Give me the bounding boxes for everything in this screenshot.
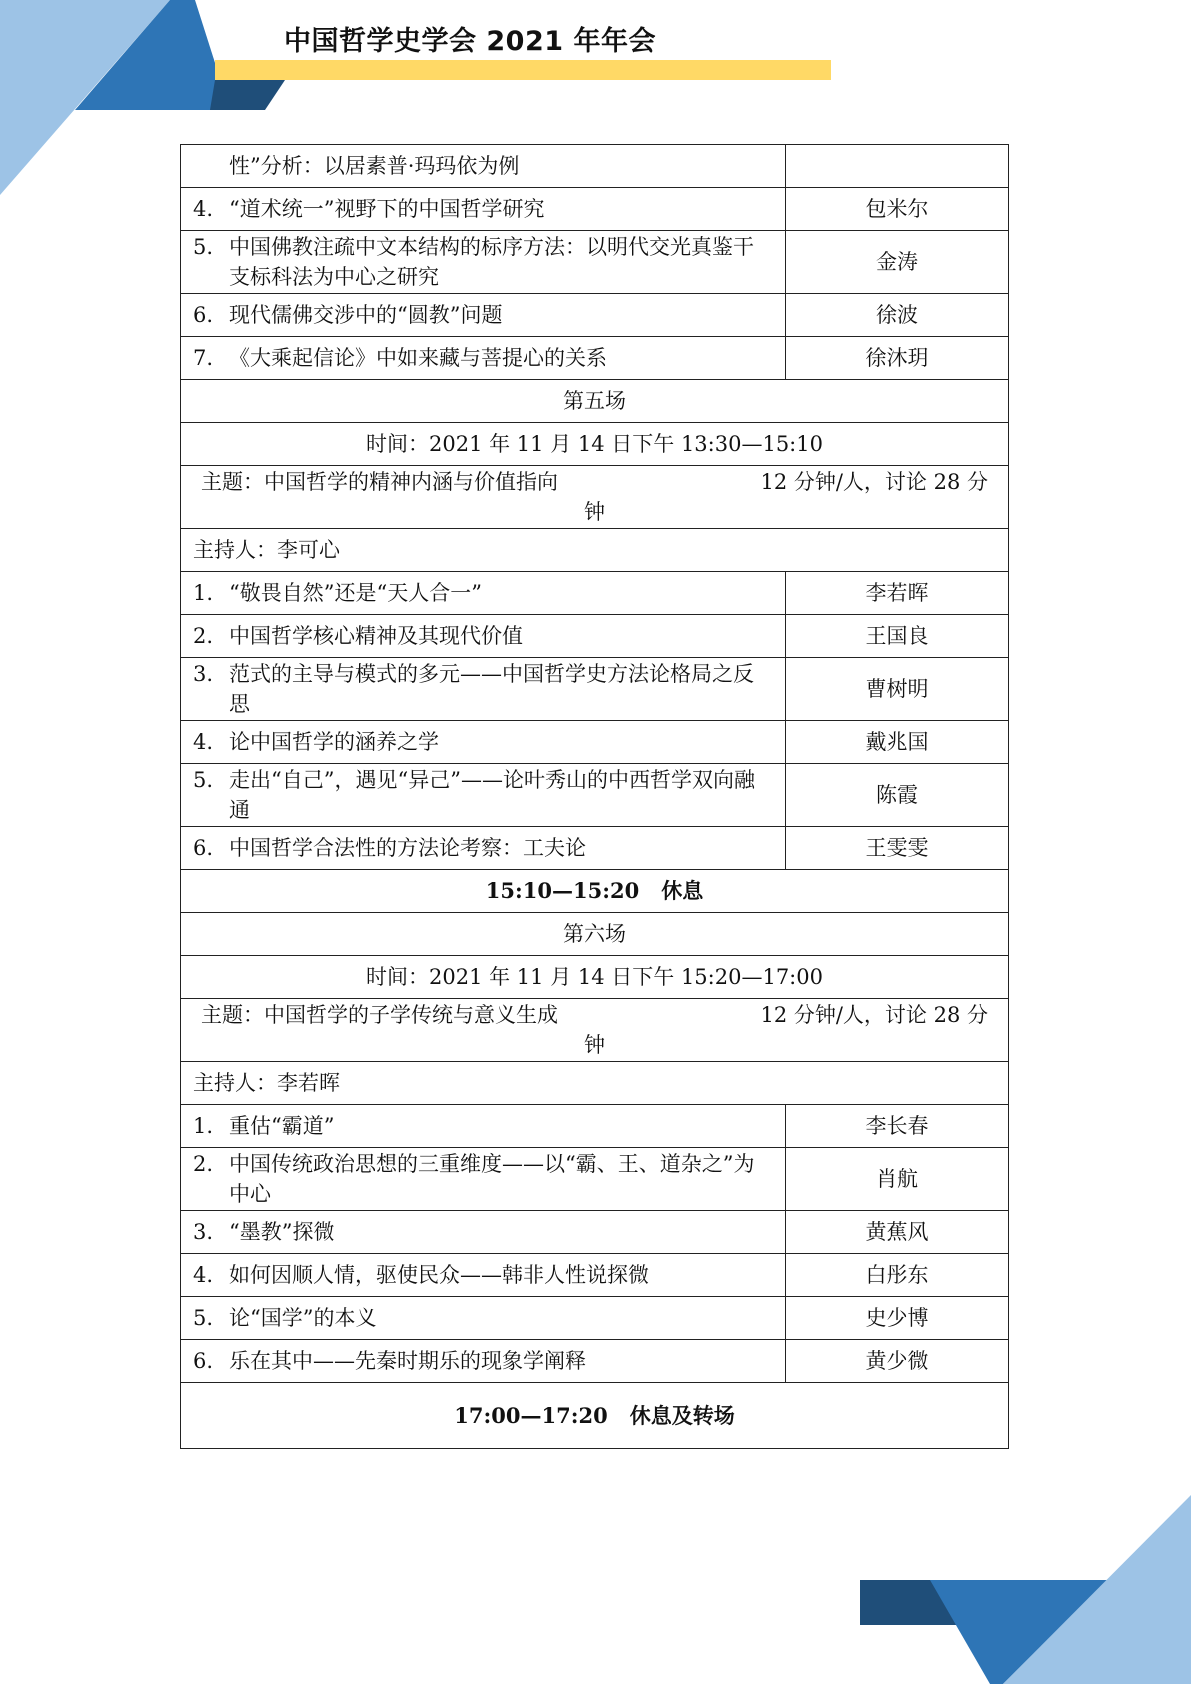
talk-title: “墨教”探微 [229,1220,335,1244]
talk-speaker: 曹树明 [786,658,1009,721]
talk-speaker: 肖航 [786,1148,1009,1211]
talk-speaker: 白彤东 [786,1254,1009,1297]
session-time: 时间：2021 年 11 月 14 日下午 13:30—15:10 [181,423,1009,466]
table-row [181,1148,1009,1211]
talk-title: 范式的主导与模式的多元——中国哲学史方法论格局之反思 [229,662,754,716]
talk-speaker: 史少博 [786,1297,1009,1340]
talk-title: 论“国学”的本义 [229,1306,377,1330]
talk-speaker: 戴兆国 [786,721,1009,764]
break-time: 17:00—17:20 [454,1402,608,1428]
talk-speaker: 王国良 [786,615,1009,658]
table-row [181,1340,1009,1383]
talk-number: 4. [193,730,214,754]
talk-number [193,151,229,181]
session-time-row [181,423,1009,466]
session-rule: 12 分钟/人，讨论 28 分 [760,470,988,494]
session-time-row [181,956,1009,999]
table-row [181,721,1009,764]
break-row [181,1383,1009,1449]
talk-number: 1. [193,581,214,605]
table-row [181,1297,1009,1340]
talk-title: 中国哲学核心精神及其现代价值 [229,624,523,648]
table-row [181,764,1009,827]
session-rule: 12 分钟/人，讨论 28 分 [760,1003,988,1027]
talk-number: 6. [193,303,214,327]
table-row [181,658,1009,721]
talk-number: 3. [193,1220,214,1244]
break-label: 休息及转场 [629,1402,735,1428]
session-host-row [181,1062,1009,1105]
session-host: 主持人：李可心 [181,529,1009,572]
talk-title: 《大乘起信论》中如来藏与菩提心的关系 [229,346,607,370]
break-time: 15:10—15:20 [485,878,640,903]
table-row [181,1211,1009,1254]
table-row [181,231,1009,294]
table-row [181,572,1009,615]
talk-title: 中国哲学合法性的方法论考察：工夫论 [229,836,586,860]
talk-speaker: 金涛 [786,231,1009,294]
talk-title: 现代儒佛交涉中的“圆教”问题 [229,303,503,327]
talk-title: 重估“霸道” [229,1114,335,1138]
table-row [181,337,1009,380]
session-rule-continued: 钟 [584,500,605,524]
talk-number: 1. [193,1114,214,1138]
talk-speaker [786,145,1009,188]
talk-title: 论中国哲学的涵养之学 [229,730,439,754]
table-row [181,827,1009,870]
session-theme-row [181,999,1009,1062]
session-host: 主持人：李若晖 [181,1062,1009,1105]
talk-speaker: 李长春 [786,1105,1009,1148]
talk-speaker: 徐波 [786,294,1009,337]
talk-title: 如何因顺人情，驱使民众——韩非人性说探微 [229,1263,649,1287]
break-label: 休息 [661,878,704,903]
talk-title: 乐在其中——先秦时期乐的现象学阐释 [229,1349,586,1373]
talk-number: 4. [193,197,214,221]
header-yellow-bar [215,60,831,80]
talk-speaker: 王雯雯 [786,827,1009,870]
table-row [181,615,1009,658]
session-label-row [181,380,1009,423]
talk-title: 中国传统政治思想的三重维度——以“霸、王、道杂之”为中心 [229,1152,755,1206]
talk-title: “敬畏自然”还是“天人合一” [229,581,482,605]
schedule-table [180,144,1009,1449]
talk-number: 5. [193,235,214,259]
session-label: 第五场 [181,380,1009,423]
talk-number: 7. [193,346,214,370]
session-theme: 主题：中国哲学的精神内涵与价值指向 [201,470,558,494]
session-label: 第六场 [181,913,1009,956]
talk-speaker: 黄蕉风 [786,1211,1009,1254]
session-rule-continued: 钟 [584,1033,605,1057]
session-theme-row [181,466,1009,529]
talk-number: 2. [193,1152,214,1176]
talk-number: 3. [193,662,214,686]
talk-speaker: 李若晖 [786,572,1009,615]
talk-title: 走出“自己”，遇见“异己”——论叶秀山的中西哲学双向融通 [229,768,755,822]
talk-number: 2. [193,624,214,648]
talk-number: 6. [193,836,214,860]
talk-number: 5. [193,1306,214,1330]
talk-title: 中国佛教注疏中文本结构的标序方法：以明代交光真鉴干支标科法为中心之研究 [229,235,754,289]
table-row [181,188,1009,231]
talk-number: 5. [193,768,214,792]
conference-title: 中国哲学史学会 2021 年年会 [284,26,656,57]
table-row [181,1254,1009,1297]
table-row [181,294,1009,337]
session-theme: 主题：中国哲学的子学传统与意义生成 [201,1003,558,1027]
talk-speaker: 包米尔 [786,188,1009,231]
table-row [181,145,1009,188]
session-time: 时间：2021 年 11 月 14 日下午 15:20—17:00 [181,956,1009,999]
talk-title: 性”分析：以居素普·玛玛依为例 [229,154,520,178]
talk-speaker: 陈霞 [786,764,1009,827]
session-host-row [181,529,1009,572]
table-row [181,1105,1009,1148]
talk-number: 4. [193,1263,214,1287]
top-left-navy-bar [210,80,285,110]
talk-speaker: 黄少微 [786,1340,1009,1383]
talk-speaker: 徐沐玥 [786,337,1009,380]
session-label-row [181,913,1009,956]
break-row [181,870,1009,913]
talk-number: 6. [193,1349,214,1373]
talk-title: “道术统一”视野下的中国哲学研究 [229,197,545,221]
